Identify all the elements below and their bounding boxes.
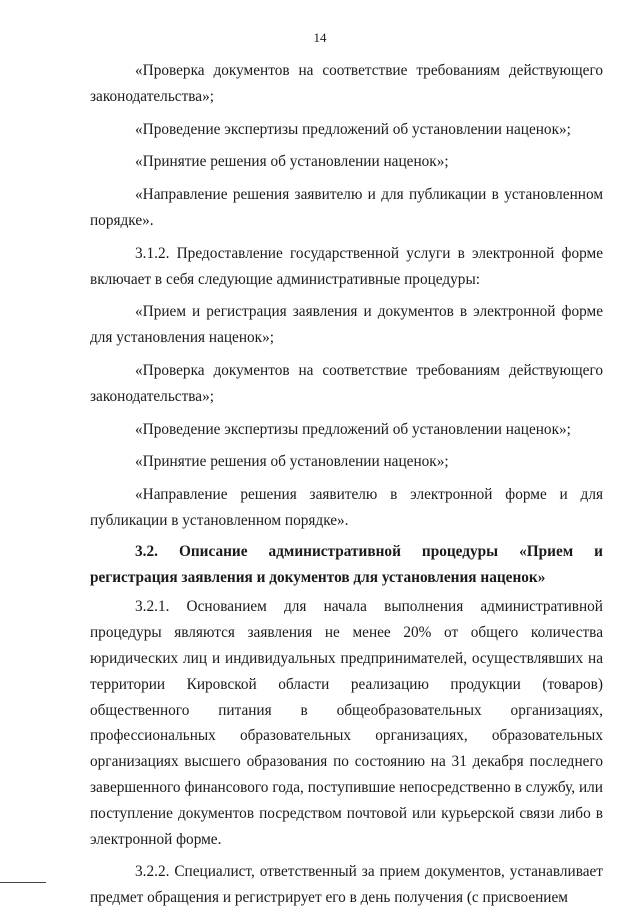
paragraph: «Направление решения заявителю и для публикации в установленном порядке».: [90, 186, 603, 229]
paragraph: «Проверка документов на соответствие требованиям действующего законодательства»;: [90, 62, 603, 105]
paragraph: «Проверка документов на соответствие требованиям действующего законодательства»;: [90, 361, 603, 405]
footer-rule: [0, 882, 46, 883]
paragraph: «Проведение экспертизы предложений об установлении наценок»;: [135, 420, 571, 438]
paragraph: «Проведение экспертизы предложений об установлении наценок»;: [135, 120, 571, 138]
paragraph: «Принятие решения об установлении наценок»;: [135, 453, 449, 471]
paragraph: «Направление решения заявителю в электронной форме и для публикации в установленном порядке».: [90, 486, 603, 529]
paragraph: 3.2.1. Основанием для начала выполнения административной процедуры являются заявления не менее 20% от общего количества юридических лиц и индивидуальных предпринимателей, осуществлявших на территории Кировской области реализацию продукции (товаров) общественного питания в общеобразовательных организациях, профессиональных образовательных организациях, образовательных организациях высшего образования по состоянию на 31 декабря последнего завершенного финансового года, поступившие непосредственно в службу, или поступление документов посредством почтовой или курьерской связи либо в электронной форме.: [90, 598, 603, 848]
section-heading: 3.2. Описание административной процедуры «Прием и регистрация заявления и документов для установления наценок»: [90, 542, 603, 586]
paragraph: «Прием и регистрация заявления и документов в электронной форме для установления наценок»;: [90, 303, 603, 347]
paragraph: 3.2.2. Специалист, ответственный за прием документов, устанавливает предмет обращения и регистрирует его в день получения (с присвоением: [90, 863, 603, 907]
document-body: [90, 58, 603, 911]
page-number: 14: [313, 30, 327, 45]
paragraph: 3.1.2. Предоставление государственной услуги в электронной форме включает в себя следующие административные процедуры:: [90, 244, 603, 288]
paragraph: «Принятие решения об установлении наценок»;: [135, 153, 449, 171]
